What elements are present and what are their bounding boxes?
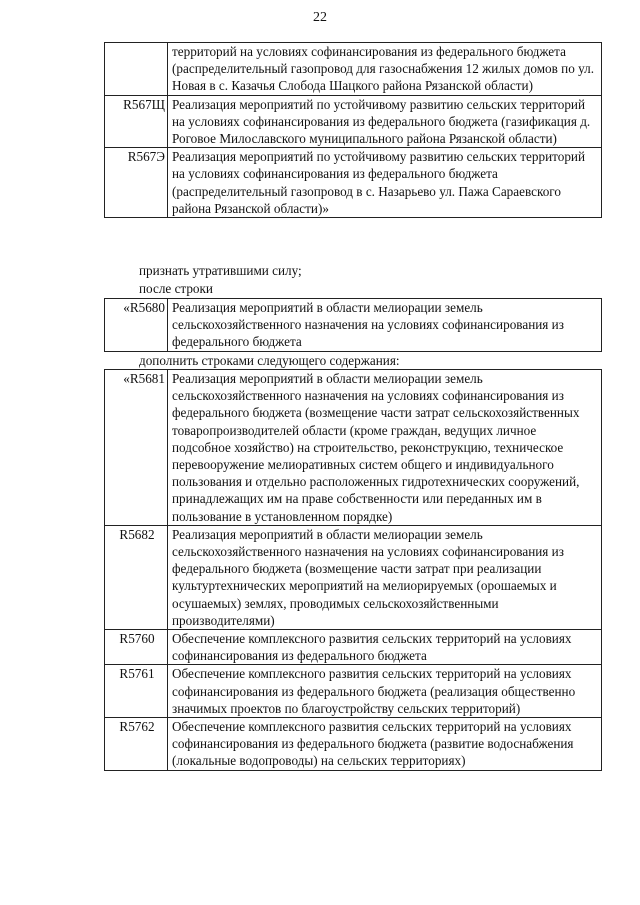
budget-code: R5761 (105, 665, 168, 718)
table-row (105, 95, 602, 148)
budget-description: Реализация мероприятий в области мелиорации земель сельскохозяйственного назначения на условиях софинансирования из федерального бюджета (возмещение части затрат сельскохозяйственных товаропроизводителей области (кроме граждан, ведущих личное подсобное хозяйство) на строительство, реконструкцию, техническое перевооружение мелиоративных систем общего и индивидуального пользования и отдельно расположенных гидротехнических сооружений, принадлежащих им на праве собственности или переданных им в пользование в установленном порядке) (168, 370, 602, 526)
table-row (105, 525, 602, 629)
budget-description: территорий на условиях софинансирования из федерального бюджета (распределительный газопровод для газоснабжения 12 жилых домов по ул. Новая в с. Казачья Слобода Шацкого района Рязанской области) (168, 43, 602, 96)
table-row (105, 665, 602, 718)
budget-code: «R5680 (105, 299, 168, 352)
codes-table-1 (104, 42, 602, 218)
table-row (105, 43, 602, 96)
budget-description: Обеспечение комплексного развития сельских территорий на условиях софинансирования из федерального бюджета (168, 630, 602, 665)
budget-description: Реализация мероприятий в области мелиорации земель сельскохозяйственного назначения на условиях софинансирования из федерального бюджета (возмещение части затрат при реализации культуртехнических мероприятий на мелиорируемых (орошаемых и осушаемых) землях, проводимых сельскохозяйственными производителями) (168, 525, 602, 629)
budget-description: Реализация мероприятий по устойчивому развитию сельских территорий на условиях софинансирования из федерального бюджета (распределительный газопровод в с. Назарьево ул. Пажа Сараевского района Рязанской области)» (168, 148, 602, 218)
budget-description: Реализация мероприятий по устойчивому развитию сельских территорий на условиях софинансирования из федерального бюджета (газификация д. Роговое Милославского муниципального района Рязанской области) (168, 95, 602, 148)
budget-code: R5682 (105, 525, 168, 629)
codes-table-2 (104, 298, 602, 352)
budget-code: R567Щ (105, 95, 168, 148)
paragraph-repeal: признать утратившими силу; (139, 263, 302, 278)
paragraph-after-row: после строки (139, 281, 213, 296)
page-number: 22 (313, 10, 327, 25)
budget-code: R567Э (105, 148, 168, 218)
budget-code: «R5681 (105, 370, 168, 526)
budget-code (105, 43, 168, 96)
budget-code: R5762 (105, 718, 168, 771)
budget-description: Обеспечение комплексного развития сельских территорий на условиях софинансирования из федерального бюджета (развитие водоснабжения (локальные водопроводы) на сельских территориях) (168, 718, 602, 771)
budget-description: Обеспечение комплексного развития сельских территорий на условиях софинансирования из федерального бюджета (реализация общественно значимых проектов по благоустройству сельских территорий) (168, 665, 602, 718)
budget-description: Реализация мероприятий в области мелиорации земель сельскохозяйственного назначения на условиях софинансирования из федерального бюджета (168, 299, 602, 352)
table-row (105, 148, 602, 218)
codes-table-3 (104, 369, 602, 771)
table-row (105, 630, 602, 665)
paragraph-add-rows: дополнить строками следующего содержания: (139, 353, 400, 368)
table-row (105, 370, 602, 526)
table-row (105, 718, 602, 771)
table-row (105, 299, 602, 352)
budget-code: R5760 (105, 630, 168, 665)
